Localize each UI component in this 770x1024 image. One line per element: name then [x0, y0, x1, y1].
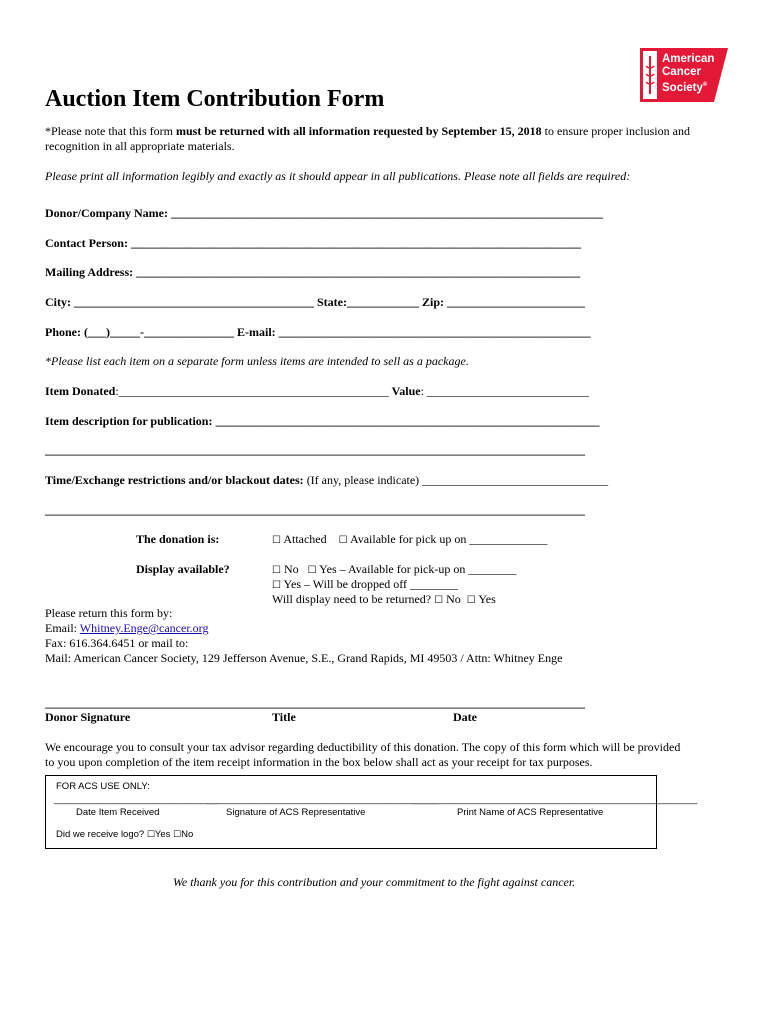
returned-yes-checkbox[interactable]: ☐	[466, 595, 476, 606]
date-received-line[interactable]: _______________________________	[54, 794, 218, 805]
pickup-checkbox[interactable]: ☐	[338, 535, 348, 546]
display-yes-pickup-checkbox[interactable]: ☐	[307, 565, 317, 576]
acs-print-name-line[interactable]: ______________________________________________________	[412, 794, 698, 805]
tax-line-2: to you upon completion of the item receipt information in the box below shall act as your receipt for tax purposes.	[45, 755, 593, 769]
note-deadline: must be returned with all information requested by September 15, 2018	[175, 124, 542, 138]
time-restrictions-hint: (If any, please indicate) _______________________________	[303, 473, 609, 487]
logo-no-checkbox[interactable]: ☐	[173, 830, 182, 840]
item-donated-field[interactable]	[45, 384, 589, 399]
logo-received-row	[56, 829, 193, 840]
logo-registered-mark: ®	[702, 82, 708, 88]
description-blank-line[interactable]: __________________________________________________________________________________________	[45, 443, 585, 457]
restrictions-blank-line[interactable]: __________________________________________________________________________________________	[45, 503, 585, 517]
return-fax: Fax: 616.364.6451 or mail to:	[45, 636, 189, 650]
note-line-1	[45, 124, 690, 139]
signature-title-label: Title	[272, 710, 296, 724]
signature-line[interactable]: __________________________________________________________________________________________	[45, 696, 585, 710]
logo-line-2: Cancer	[662, 66, 701, 78]
time-restrictions-field[interactable]	[45, 473, 608, 488]
display-no-checkbox[interactable]: ☐	[272, 565, 281, 576]
note-line-2: recognition in all appropriate materials.	[45, 139, 235, 153]
acs-print-name-label: Print Name of ACS Representative	[457, 807, 604, 818]
value-label: Value	[391, 384, 421, 398]
display-returned-question: Will display need to be returned?	[272, 592, 432, 606]
donation-label: The donation is:	[136, 532, 220, 546]
time-restrictions-label: Time/Exchange restrictions and/or blackout dates:	[45, 473, 304, 487]
display-yes-drop-checkbox[interactable]: ☐	[272, 580, 281, 591]
tax-line-1: We encourage you to consult your tax advisor regarding deductibility of this donation. The copy of this form which will be provided	[45, 740, 681, 754]
note-prefix: *Please note that this form	[45, 124, 176, 138]
note-suffix: to ensure proper inclusion and	[541, 124, 690, 138]
display-label: Display available?	[136, 562, 230, 576]
returned-no-label: No	[446, 592, 461, 606]
contact-person-field[interactable]: Contact Person: ___________________________________________________________________________	[45, 236, 581, 250]
display-options-row-3	[272, 592, 496, 607]
return-mail: Mail: American Cancer Society, 129 Jefferson Avenue, S.E., Grand Rapids, MI 49503 / Attn: Whitney Enge	[45, 651, 563, 665]
acs-signature-label: Signature of ACS Representative	[226, 807, 366, 818]
display-no-label: No	[283, 562, 299, 576]
logo-line-1: American	[662, 53, 715, 65]
attached-checkbox[interactable]: ☐	[272, 535, 281, 546]
value-blank: : ___________________________	[420, 384, 589, 398]
return-email	[45, 621, 208, 636]
logo-yes-label: Yes	[154, 829, 171, 840]
donor-company-field[interactable]: Donor/Company Name: ________________________________________________________________________	[45, 206, 603, 220]
display-options-row-1	[272, 562, 516, 577]
display-yes-drop-label: Yes – Will be dropped off ________	[283, 577, 459, 591]
phone-email-field[interactable]: Phone: (___)_____-_______________ E-mail: ____________________________________________________	[45, 325, 591, 339]
acs-box-header: FOR ACS USE ONLY:	[56, 781, 150, 792]
item-donated-label: Item Donated	[45, 384, 116, 398]
pickup-label: Available for pick up on _____________	[349, 532, 548, 546]
returned-no-checkbox[interactable]: ☐	[434, 595, 444, 606]
donor-signature-label: Donor Signature	[45, 710, 131, 724]
thank-you-message: We thank you for this contribution and your commitment to the fight against cancer.	[173, 875, 576, 889]
logo-line-3: Society	[662, 81, 703, 94]
logo-yes-checkbox[interactable]: ☐	[146, 830, 155, 840]
display-yes-pickup-label: Yes – Available for pick-up on ________	[319, 562, 517, 576]
acs-logo	[640, 48, 728, 102]
signature-date-label: Date	[453, 710, 477, 724]
donation-options	[272, 532, 547, 547]
item-donated-blank: :_____________________________________________	[115, 384, 392, 398]
logo-received-question: Did we receive logo?	[56, 829, 145, 840]
mailing-address-field[interactable]: Mailing Address: __________________________________________________________________________	[45, 265, 581, 279]
email-link[interactable]: Whitney.Enge@cancer.org	[79, 621, 209, 635]
acs-use-only-box	[45, 775, 698, 849]
display-options-row-2	[272, 577, 458, 592]
email-label: Email:	[45, 621, 80, 635]
logo-no-label: No	[181, 829, 194, 840]
item-description-field[interactable]: Item description for publication: ________________________________________________________________	[45, 414, 600, 428]
attached-label: Attached	[283, 532, 327, 546]
page-title: Auction Item Contribution Form	[45, 86, 385, 112]
returned-yes-label: Yes	[478, 592, 496, 606]
city-state-zip-field[interactable]: City: ________________________________________ State:____________ Zip: _______________________	[45, 295, 585, 309]
list-note: *Please list each item on a separate form unless items are intended to sell as a package.	[45, 354, 469, 368]
return-instructions: Please return this form by:	[45, 606, 173, 620]
instructions: Please print all information legibly and exactly as it should appear in all publications. Please note all fields are required:	[45, 169, 631, 183]
acs-signature-line[interactable]: ____________________________________________	[206, 794, 439, 805]
date-received-label: Date Item Received	[76, 807, 160, 818]
